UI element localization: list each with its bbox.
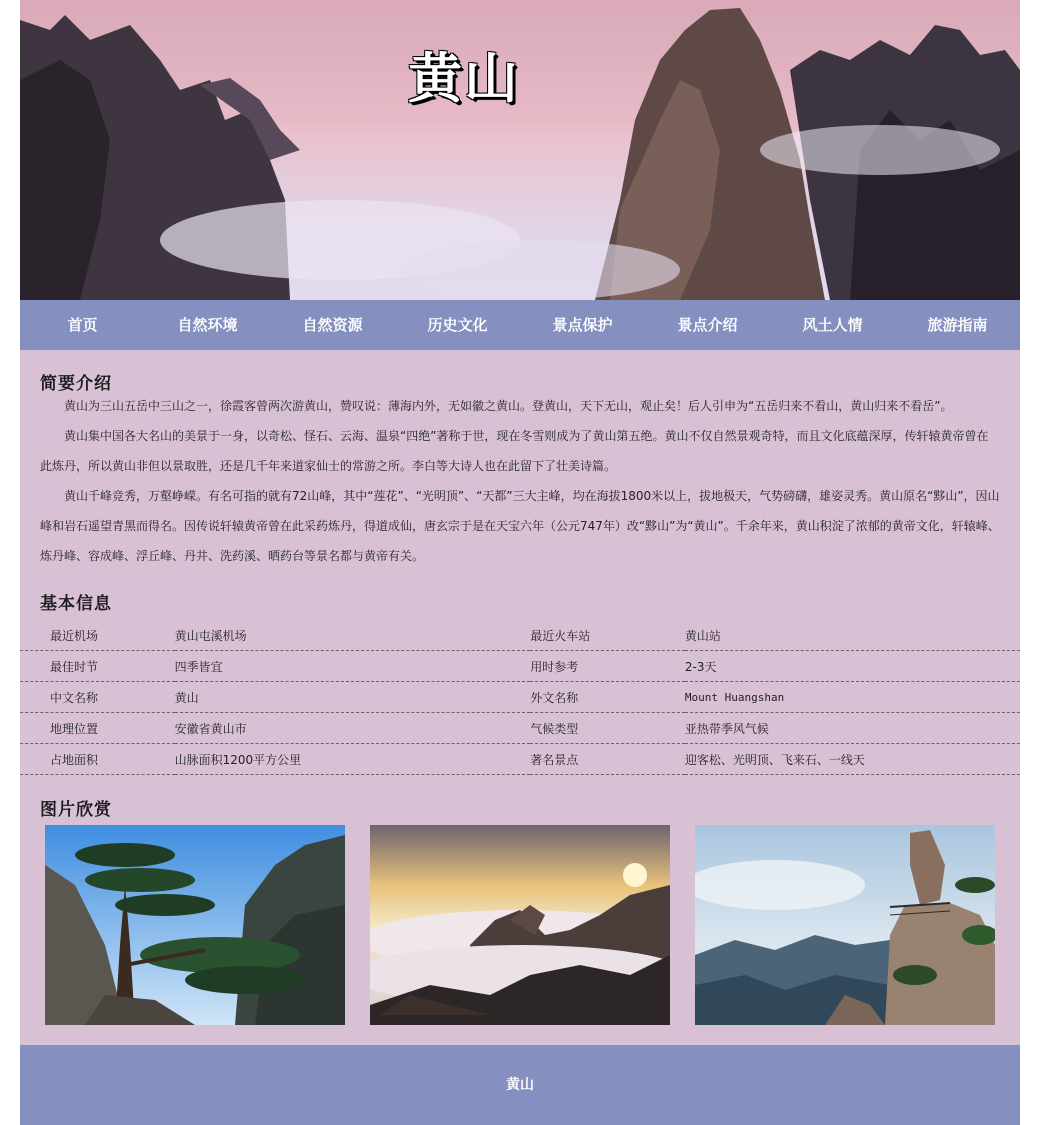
info-key: 最近火车站 <box>530 620 685 651</box>
info-key: 著名景点 <box>530 744 685 775</box>
info-value: 迎客松、光明顶、飞来石、一线天 <box>685 744 1020 775</box>
info-heading: 基本信息 <box>40 594 112 614</box>
gallery-photo-sunset[interactable] <box>370 825 670 1025</box>
info-value: 黄山 <box>175 682 531 713</box>
info-value: 2-3天 <box>685 651 1020 682</box>
nav-item-environment[interactable]: 自然环境 <box>177 316 238 334</box>
info-key: 最近机场 <box>20 620 175 651</box>
info-value: 黄山站 <box>685 620 1020 651</box>
info-value: 黄山屯溪机场 <box>175 620 531 651</box>
footer <box>20 1045 1020 1125</box>
info-value: 四季皆宜 <box>175 651 531 682</box>
info-key: 占地面积 <box>20 744 175 775</box>
table-row <box>20 713 1020 744</box>
intro-paragraph: 黄山千峰竞秀，万壑峥嵘。有名可指的就有72山峰，其中“莲花”、“光明顶”、“天都”三大主峰，均在海拔1800米以上，拔地极天，气势磅礴，雄姿灵秀。黄山原名“黟山”，因山峰和岩石遥望青黑而得名。因传说轩辕黄帝曾在此采药炼丹，得道成仙，唐玄宗于是在天宝六年（公元747年）改“黟山”为“黄山”。千余年来，黄山积淀了浓郁的黄帝文化，轩辕峰、炼丹峰、容成峰、浮丘峰、丹井、洗药溪、晒药台等景名都与黄帝有关。 <box>40 489 1000 563</box>
table-row <box>20 620 1020 651</box>
nav-item-attractions[interactable]: 景点介绍 <box>677 316 738 334</box>
intro-paragraph: 黄山集中国各大名山的美景于一身，以奇松、怪石、云海、温泉“四绝”著称于世，现在冬雪则成为了黄山第五绝。黄山不仅自然景观奇特，而且文化底蕴深厚，传轩辕黄帝曾在此炼丹，所以黄山非但以景取胜，还是几千年来道家仙士的常游之所。李白等大诗人也在此留下了壮美诗篇。 <box>40 429 989 473</box>
table-row <box>20 682 1020 713</box>
info-value: 山脉面积1200平方公里 <box>175 744 531 775</box>
banner-image <box>20 0 1020 300</box>
intro-heading: 简要介绍 <box>40 374 112 394</box>
info-value: 亚热带季风气候 <box>685 713 1020 744</box>
gallery-heading: 图片欣赏 <box>40 800 112 820</box>
info-key: 外文名称 <box>530 682 685 713</box>
intro-text <box>40 391 1000 571</box>
gallery-photo-pine[interactable] <box>45 825 345 1025</box>
info-key: 用时参考 <box>530 651 685 682</box>
nav-item-home[interactable]: 首页 <box>67 316 98 334</box>
info-key: 地理位置 <box>20 713 175 744</box>
nav-item-customs[interactable]: 风土人情 <box>802 316 863 334</box>
nav-item-protection[interactable]: 景点保护 <box>552 316 613 334</box>
info-value: 安徽省黄山市 <box>175 713 531 744</box>
photo-gallery <box>45 825 995 1025</box>
footer-text: 黄山 <box>506 1077 534 1093</box>
info-key: 中文名称 <box>20 682 175 713</box>
gallery-photo-flying-rock[interactable] <box>695 825 995 1025</box>
nav-item-resources[interactable]: 自然资源 <box>302 316 363 334</box>
info-value: Mount Huangshan <box>685 682 1020 713</box>
page-container <box>20 0 1020 1125</box>
info-key: 气候类型 <box>530 713 685 744</box>
table-row <box>20 651 1020 682</box>
intro-paragraph: 黄山为三山五岳中三山之一，徐霞客曾两次游黄山，赞叹说：薄海内外，无如徽之黄山。登黄山，天下无山，观止矣！后人引申为“五岳归来不看山，黄山归来不看岳”。 <box>64 399 953 413</box>
banner-title: 黄山 <box>408 46 520 110</box>
nav-item-history[interactable]: 历史文化 <box>427 316 488 334</box>
table-row <box>20 744 1020 775</box>
info-key: 最佳时节 <box>20 651 175 682</box>
nav-item-travel-guide[interactable]: 旅游指南 <box>927 316 988 334</box>
main-nav <box>20 300 1020 350</box>
info-table <box>20 620 1020 775</box>
